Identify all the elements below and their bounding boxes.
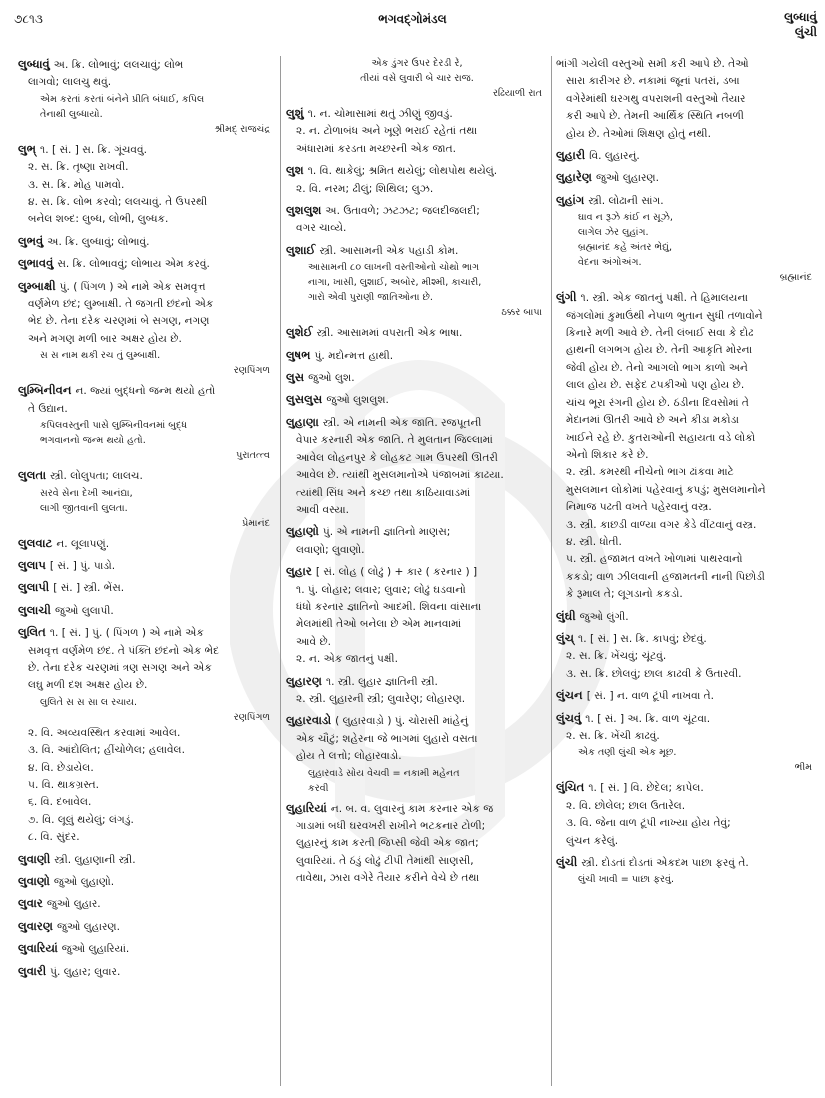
- dictionary-entry: [556, 169, 818, 187]
- definition-line: જેવી હોય છે. તેનો આગલો ભાગ કાળો અને: [566, 361, 748, 374]
- entry-line: [286, 202, 548, 220]
- quotation-source: રણપિંગળ: [233, 365, 270, 377]
- entry-line: [18, 56, 276, 74]
- definition-text: પું. લુહાર; લુવાર.: [50, 965, 121, 978]
- sense-line: ૨. વિ. અવ્યવસ્થિત કરવામાં આવેલ.: [28, 726, 181, 739]
- quotation-line: નાગા, ખાસી, લુશાઈ, અબોર, મીશ્મી, કાચારી,: [308, 277, 482, 289]
- quotation-line: એમ કરતાં કરતાં બંનેને પ્રીતિ બંધાઈ, કપિલ: [40, 93, 205, 105]
- definition-line: સારા કારીગર છે. નકામાં જૂનાં પતરાં, ડબા: [566, 75, 740, 88]
- entry-line: [286, 523, 548, 541]
- definition-text: ભાંગી ગયેલી વસ્તુઓ સમી કરી આપે છે. તેઓ: [556, 58, 749, 70]
- entry-line: [556, 687, 818, 705]
- sense-line: લુંચન કરેલું.: [566, 834, 619, 847]
- definition-line: ચાંચ ભૂરા રંગની હોય છે. ઠંડીના દિવસોમાં તે: [566, 396, 749, 409]
- definition-line: આવે છે.: [296, 635, 331, 648]
- headword: લુભ્: [18, 141, 37, 156]
- entry-line: [286, 673, 548, 691]
- entry-line: [18, 557, 276, 575]
- dictionary-entry: [556, 779, 818, 850]
- headword: લુમ્બિનીવન: [18, 383, 72, 398]
- quotation-source: રણપિંગળ: [233, 711, 270, 723]
- dictionary-entry: [18, 141, 276, 229]
- sense-line: ૮. વિ. સુંદર.: [28, 831, 80, 844]
- quotation-line: વેદના અંગોઅંગ.: [578, 257, 642, 269]
- definition-line: ભેદ છે. તેના દરેક ચરણમાં બે સગણ, નગણ: [28, 315, 210, 328]
- sense-line: ૨. ન. એક જાતનું પક્ષી.: [296, 653, 398, 666]
- sense-line: ૩. સ. ક્રિ. મોહ પામવો.: [28, 178, 125, 191]
- headword: લુંચ્: [556, 630, 575, 645]
- definition-text: સ્ત્રી. દોડતાં દોડતાં એકદમ પાછા ફરવું તે.: [581, 857, 749, 870]
- definition-text: જુઓ લુહાર.: [46, 898, 101, 911]
- headword: લુસલુસ: [286, 392, 323, 407]
- headword: લુંગી: [556, 290, 577, 305]
- sense-line: બનેલ શબ્દ: લુબ્ધ, લોભી, લુબ્ધક.: [28, 213, 169, 226]
- entry-line: [286, 242, 548, 260]
- definition-text: ૧. સ્ત્રી. એક જાતનું પક્ષી. તે હિમાલયના: [580, 292, 748, 305]
- headword: લુશેઈ: [286, 325, 313, 340]
- guide-word-first: લુબ્ધાવું: [784, 10, 817, 24]
- dictionary-entry: [556, 192, 818, 285]
- headword: લુહારિયાં: [286, 800, 327, 815]
- sense-line: ૩. વિ. જેના વાળ ટૂંપી નાખ્યા હોય તેવું;: [566, 817, 731, 830]
- sense-line: ૨. વિ. છોલેલ; છાલ ઉતારેલ.: [566, 799, 686, 812]
- column-1: [18, 56, 276, 985]
- headword: લુંચન: [556, 688, 583, 703]
- dictionary-entry: [286, 673, 548, 709]
- definition-text: અ. ઉતાવળે; ઝટઝટ; જલદીજલદી;: [325, 205, 480, 218]
- entry-line: [556, 147, 818, 165]
- dictionary-entry: [286, 162, 548, 198]
- entry-line: [286, 347, 548, 365]
- quotation-source: ભીમ: [794, 762, 812, 774]
- quotation-line: તેનાથી લુબ્ધાયો.: [40, 108, 103, 120]
- headword: લુહારવાડો: [286, 713, 332, 728]
- definition-line: તાવેથા, ઝારા વગેરે તૈયાર કરીને વેચે છે તથા: [296, 872, 480, 885]
- quotation-source: પુરાતત્ત્વ: [236, 450, 270, 462]
- definition-text: સ્ત્રી. લોઢાની સાંગ.: [588, 194, 664, 207]
- definition-text: ૧. [ સં. ] વિ. છેદેલ; કાપેલ.: [588, 782, 704, 795]
- dictionary-entry: [18, 602, 276, 620]
- dictionary-entry: [18, 624, 276, 846]
- entry-line: [556, 56, 818, 73]
- quotation-source: બ્રહ્માનંદ: [779, 272, 812, 284]
- entry-line: [18, 873, 276, 891]
- definition-text: ન. બ. વ. લુવારનું કામ કરનાર એક જ: [330, 802, 494, 815]
- dictionary-entry: [18, 382, 276, 463]
- quotation-line: લુંચી ખાવી = પાછા ફરવું.: [578, 874, 675, 886]
- headword: લુલિત: [18, 625, 46, 640]
- entry-line: [18, 963, 276, 981]
- headword: લુષભ: [286, 347, 311, 362]
- definition-text: અ. ક્રિ. લોભાવું; લલચાવું; લોભ: [53, 59, 184, 71]
- definition-line: વગેરેમાંથી ઘરગથુ વપરાશની વસ્તુઓ તૈયાર: [566, 92, 746, 105]
- dictionary-entry: [18, 579, 276, 597]
- dictionary-entry: [18, 918, 276, 936]
- dictionary-entry: [286, 563, 548, 668]
- dictionary-entry: [556, 56, 818, 143]
- entry-line: [18, 382, 276, 400]
- quotation-line: કરવી: [308, 782, 329, 794]
- dictionary-entry: [286, 202, 548, 238]
- definition-line: લુહારનું કામ કરતી જિપ્સી જેવી એક જાત;: [296, 837, 479, 850]
- dictionary-entry: [18, 233, 276, 251]
- dictionary-entry: [286, 712, 548, 795]
- dictionary-entry: [18, 467, 276, 530]
- definition-line: આવેલ લોહનપુર કે લોહકટ ગામ ઉપરથી ઊતરી: [296, 451, 498, 464]
- quotation-source: પ્રેમાનંદ: [242, 517, 270, 529]
- quotation-line: એક ડુંગર ઉપર દેરડી રે,: [371, 58, 463, 69]
- definition-text: સ્ત્રી. લોલુપતા; લાલચ.: [50, 470, 143, 483]
- headword: લુવારિયાં: [18, 941, 58, 956]
- definition-line: આવેલ છે. ત્યાંથી મુસલમાનોએ પંજાબમાં કાઢયા.: [296, 469, 504, 482]
- dictionary-entry: [18, 557, 276, 575]
- dictionary-entry: [18, 255, 276, 273]
- dictionary-entry: [556, 147, 818, 165]
- entry-line: [18, 940, 276, 958]
- guide-word-last: લુંચી: [794, 25, 817, 39]
- column-3: [556, 56, 818, 891]
- definition-text: પું. એ નામની જ્ઞાતિનો માણસ;: [322, 526, 451, 539]
- definition-line: છે. તેના દરેક ચરણમાં ત્રણ સગણ અને એક: [28, 661, 212, 674]
- sense-line: કકડો; વાળ ઝીલવાની હજામતની નાની પિછોડી: [566, 570, 765, 583]
- definition-line: લાલ હોય છે. સફેદ ટપકીઓ પણ હોય છે.: [566, 379, 745, 392]
- entry-line: [18, 535, 276, 553]
- dictionary-entry: [18, 940, 276, 958]
- definition-line: ધંધો કરનાર જ્ઞાતિનો આદમી. શિવના વાંસાના: [296, 600, 482, 613]
- dictionary-entry: [556, 608, 818, 626]
- sense-line: ૨. સ્ત્રી. લુહારની સ્ત્રી; લુવારેણ; લોહારણ.: [296, 692, 466, 705]
- dictionary-entry: [286, 800, 548, 888]
- entry-line: [18, 851, 276, 869]
- entry-line: [18, 255, 276, 273]
- definition-line: હોય છે. તેઓમાં શિક્ષણ હોતું નથી.: [566, 127, 711, 140]
- headword: લુલાપી: [18, 580, 50, 595]
- definition-line: સમવૃત્ત વર્ણમેળ છંદ. તે પંક્તિ છંદનો એક ભેદ: [28, 644, 220, 657]
- column-divider: [280, 56, 281, 1086]
- dictionary-entry: [286, 105, 548, 158]
- dictionary-entry: [18, 873, 276, 891]
- definition-line: ગાડામાં બધી ઘરવખરી રાખીને ભટકનાર ટોળી;: [296, 820, 486, 832]
- sense-line: ૨. વિ. નરમ; ઢીલું; શિથિલ; લુઝ.: [296, 182, 434, 195]
- headword: લુંચી: [556, 855, 578, 870]
- definition-text: ૧. સ્ત્રી. લુહાર જ્ઞાતિની સ્ત્રી.: [325, 675, 438, 688]
- entry-line: [18, 233, 276, 251]
- entry-line: [286, 369, 548, 387]
- dictionary-entry: [556, 687, 818, 705]
- entry-line: [556, 630, 818, 648]
- definition-text: જુઓ લુશ.: [308, 372, 355, 385]
- headword: લુશલુશ: [286, 203, 322, 218]
- dictionary-entry: [556, 630, 818, 683]
- definition-text: સ્ત્રી. લુહાણાની સ્ત્રી.: [54, 853, 136, 866]
- page-header: [0, 0, 825, 52]
- quotation-line: એક તણી લુંચી એક મૂછ.: [578, 747, 677, 759]
- definition-text: [ સં. ] પું. પાડો.: [49, 559, 116, 572]
- definition-line: એનો શિકાર કરે છે.: [566, 448, 649, 461]
- quotation-line: આસામની ૮૦ લાખની વસ્તીઓનો ચોથો ભાગ: [308, 262, 480, 274]
- sense-line: ૪. સ્ત્રી. ધોતી.: [566, 535, 622, 548]
- sense-line: ૩. સ. ક્રિ. છોલવું; છાલ કાઢવી કે ઉતારવી.: [566, 667, 742, 680]
- entry-line: [18, 141, 276, 159]
- definition-text: પું. મદોન્મત્ત હાથી.: [314, 349, 394, 362]
- dictionary-entry: [286, 523, 548, 559]
- headword: લુભાવવું: [18, 256, 54, 271]
- definition-line: મેલમાંથી તેઓ બનેલા છે એમ માનવામાં: [296, 618, 462, 631]
- sense-line: ૨. સ્ત્રી. કમરથી નીચેનો ભાગ ઢાંકવા માટે: [566, 466, 734, 479]
- headword: લુલતા: [18, 468, 47, 483]
- definition-line: વેપાર કરનારી એક જાતિ. તે મુલતાન જિલ્લામાં: [296, 434, 493, 447]
- headword: લુહાણો: [286, 524, 319, 539]
- definition-text: ન. જ્યાં બુદ્ધનો જન્મ થયો હતો: [75, 385, 216, 398]
- entry-line: [18, 467, 276, 485]
- quotation-line: બ્રહ્માનંદ કહે અંતર ભેદ્યું,: [578, 242, 673, 254]
- sense-line: નિમાજ પઢતી વખતે પહેરવાનું વસ્ત્ર.: [566, 501, 712, 514]
- entry-line: [286, 391, 548, 409]
- entry-line: [18, 579, 276, 597]
- definition-line: હાથની લગભગ હોય છે. તેની આકૃતિ મોરના: [566, 344, 753, 357]
- entry-line: [18, 624, 276, 642]
- entry-line: [556, 779, 818, 797]
- sense-line: ૨. સ. ક્રિ. ખેંચવું; ચૂંટવું.: [566, 650, 667, 663]
- dictionary-entry: [286, 369, 548, 387]
- quotation-line: લુહારવાડે સોય વેચવી = નકામી મહેનત: [308, 767, 460, 779]
- sense-line: ૨. ન. ટોળાબંધ અને ખૂણે ભરાઈ રહેતાં તથા: [296, 125, 478, 138]
- quotation-source: રઢિયાળી રાત: [492, 88, 542, 99]
- dictionary-entry: [286, 56, 548, 101]
- headword: લુહારી: [556, 148, 586, 163]
- dictionary-entry: [18, 963, 276, 981]
- definition-text: સ્ત્રી. આસામની એક પહાડી કોમ.: [319, 244, 459, 257]
- book-title: ભગવદ્ગોમંડલ: [378, 12, 447, 26]
- headword: લુવાર: [18, 896, 43, 911]
- dictionary-entry: [286, 324, 548, 342]
- definition-text: ૧. [ સં. ] સ. ક્રિ. કાપવું; છેદવું.: [578, 632, 707, 645]
- definition-line: જંગલોમાં કુમાઉંથી નેપાળ ભુતાન સુધી તળાવોને: [566, 309, 763, 322]
- definition-text: સ્ત્રી. આસામમાં વપરાતી એક ભાષા.: [316, 327, 463, 340]
- definition-line: મેદાનમાં ઊતરી આવે છે અને કીડા મકોડા: [566, 414, 739, 427]
- definition-line: લવાણો; લુવાણો.: [296, 543, 365, 556]
- definition-text: વિ. લુહારનું.: [589, 150, 640, 163]
- definition-text: જુઓ લુશલુશ.: [326, 394, 389, 407]
- definition-text: ૧. [ સં. ] સ. ક્રિ. ગૂંચવવું.: [40, 143, 147, 156]
- definition-line: લઘુ મળી દશ અક્ષર હોય છે.: [28, 679, 148, 692]
- definition-text: ન. લૂલાપણું.: [56, 537, 110, 550]
- sense-line: ૨. સ. ક્રિ. તૃષ્ણા રાખવી.: [28, 161, 129, 174]
- definition-line: તે ઉદ્યાન.: [28, 402, 68, 415]
- definition-line: ત્યાંથી સિંધ અને કચ્છ તથા કાઠિયાવાડમાં: [296, 486, 471, 499]
- headword: લુમ્બાક્ષી: [18, 278, 56, 293]
- headword: લુંચવું: [556, 710, 582, 725]
- dictionary-entry: [286, 414, 548, 519]
- sense-line: ૩. સ્ત્રી. કાછડી વાળ્યા વગર કેડે વીંટવાનું વસ્ત્ર.: [566, 518, 757, 531]
- headword: લુબ્ધાવું: [18, 57, 50, 71]
- definition-line: લુવારિયાં. તે ઠંડું લોઢું ટીપી તેમાંથી સાણસી,: [296, 854, 474, 867]
- entry-line: [18, 895, 276, 913]
- definition-line: ખાઈને રહે છે. કુતરાઓની સહાયતા વડે લોકો: [566, 431, 756, 444]
- sense-line: અંધારામાં કરડતા મચ્છરની એક જાત.: [296, 142, 457, 155]
- quotation-line: લાગી જીતવાની લુલતા.: [40, 502, 128, 514]
- headword: લુશાઈ: [286, 242, 316, 257]
- definition-text: જુઓ લુહારિયાં.: [61, 943, 130, 956]
- headword: લુભવું: [18, 233, 44, 248]
- dictionary-entry: [18, 278, 276, 379]
- definition-line: વર્ણમેળ છંદ; લુમ્બાક્ષી. તે જગતી છંદનો એક: [28, 298, 214, 311]
- definition-text: સ્ત્રી. એ નામની એક જાતિ. રજપૂતની: [322, 416, 482, 429]
- definition-text: ૧. [ સં. ] અ. ક્રિ. વાળ ચૂંટવા.: [585, 712, 711, 725]
- headword: લુલાપ: [18, 557, 46, 572]
- dictionary-entry: [286, 391, 548, 409]
- entry-line: [286, 800, 548, 818]
- dictionary-entry: [18, 895, 276, 913]
- definition-text: ૧. [ સં. ] પું. ( પિંગળ ) એ નામે એક: [49, 627, 204, 640]
- definition-text: જુઓ લુહારણ.: [56, 920, 121, 933]
- headword: લુવારણ: [18, 918, 53, 933]
- entry-line: [556, 854, 818, 872]
- headword: લુશ: [286, 163, 304, 178]
- entry-line: [286, 162, 548, 180]
- entry-line: [286, 712, 548, 730]
- sense-line: ૩. વિ. આંદોલિત; હીંચોળેલ; હલાવેલ.: [28, 744, 185, 757]
- dictionary-entry: [556, 854, 818, 887]
- definition-line: લાગવો; લાલચુ થવું.: [28, 76, 112, 89]
- dictionary-entry: [286, 242, 548, 320]
- definition-text: જુઓ લુહાણો.: [53, 876, 115, 888]
- sense-line: ૪. વિ. છેડાયેલ.: [28, 761, 94, 774]
- headword: લુવાણી: [18, 851, 51, 866]
- entry-line: [18, 602, 276, 620]
- headword: લુહારણ: [286, 673, 322, 688]
- definition-line: કિનારે મળી આવે છે. તેની લંબાઈ સવા કે દોઢ: [566, 327, 754, 340]
- definition-line: કરી આપે છે. તેમની આર્થિક સ્થિતિ નબળી: [566, 110, 744, 123]
- sense-line: ૫. સ્ત્રી. હજામત વખતે ખોળામાં પાથરવાનો: [566, 553, 743, 566]
- quotation-line: સ સ નામ થકી રચ તું લુમ્બાક્ષી.: [40, 350, 161, 362]
- quotation-line: લાગેલ ઝેર લુહાંગ.: [578, 227, 649, 239]
- guide-words: [784, 10, 817, 40]
- definition-line: હોય તે લત્તો; લોહારવાડો.: [296, 750, 402, 763]
- definition-text: ( લુહારવાડ઼ો ) પું. ચોરાસી માંહેનું: [335, 715, 469, 728]
- definition-text: સ. ક્રિ. લોભાવવું; લોભાય એમ કરવું.: [57, 258, 210, 271]
- definition-text: જુઓ લુહારણ.: [595, 172, 660, 185]
- dictionary-entry: [286, 347, 548, 365]
- quotation-line: સરવે સેના દેખી આનંદ્યા,: [40, 487, 133, 499]
- headword: લુલાચી: [18, 602, 51, 617]
- dictionary-entry: [18, 56, 276, 137]
- sense-line: ૪. સ. ક્રિ. લોભ કરવો; લલચાવું. તે ઉપરથી: [28, 196, 208, 209]
- quotation-line: ઘાવ ન રૂઝે કાંઈ ન સૂઝે,: [578, 212, 673, 224]
- definition-text: પું. ( પિંગળ ) એ નામે એક સમવૃત્ત: [59, 280, 206, 293]
- dictionary-entry: [556, 710, 818, 776]
- entry-line: [18, 918, 276, 936]
- headword: લુહારેણ: [556, 170, 592, 185]
- entry-line: [286, 324, 548, 342]
- dictionary-entry: [18, 535, 276, 553]
- entry-line: [286, 414, 548, 432]
- entry-line: [18, 278, 276, 296]
- definition-text: જુઓ લુલાપી.: [54, 604, 114, 617]
- definition-line: આવી વસ્યા.: [296, 503, 349, 516]
- entry-line: [556, 608, 818, 626]
- definition-text: ૧. ન. ચોમાસામાં થતું ઝીણું જીવડું.: [307, 108, 453, 120]
- sense-line: ૬. વિ. દબાવેલ.: [28, 796, 92, 809]
- quotation-line: ભગવાનનો જન્મ થયો હતો.: [40, 435, 146, 447]
- entry-line: [556, 710, 818, 728]
- definition-text: [ સં. લોહ ( લોઢું ) + કાર ( કરનાર ) ]: [315, 566, 478, 579]
- quotation-line: તીયાં વસે લુવારી બે ચાર રાજ.: [360, 73, 474, 84]
- definition-line: અને મગણ મળી બાર અક્ષર હોય છે.: [28, 332, 182, 345]
- headword: લુસ: [286, 370, 305, 385]
- definition-line: વગર ચાવ્યે.: [296, 222, 347, 235]
- sense-line: મુસલમાન લોકોમાં પહેરવાનું કપડું; મુસલમાનોને: [566, 483, 766, 496]
- column-divider: [551, 56, 552, 1086]
- sense-line: કે રૂમાલ તે; લૂગડાનો કકડો.: [566, 588, 683, 601]
- entry-line: [556, 169, 818, 187]
- definition-text: [ સં. ] ન. વાળ ટૂંપી નાખવા તે.: [586, 690, 715, 703]
- definition-text: ૧. વિ. થાકેલું; શ્રમિત થયેલું; લોથપોથ થયેલું.: [307, 165, 498, 178]
- entry-line: [286, 563, 548, 581]
- quotation-line: ગારો એવી પુરાણી જાતિઓના છે.: [308, 292, 433, 304]
- entry-line: [556, 289, 818, 307]
- page-number: ૭૮૧૩: [14, 12, 43, 26]
- headword: લુલવાટ: [18, 535, 53, 550]
- headword: લુંઘી: [556, 608, 576, 623]
- definition-line: ૧. પું. લોહાર; લવાર; લુવાર; લોઢું ઘડવાનો: [296, 583, 466, 596]
- headword: લુશું: [286, 106, 304, 120]
- sense-line: ૨. સ. ક્રિ. ખેંચી કાઢવું.: [566, 730, 660, 742]
- dictionary-entry: [18, 851, 276, 869]
- definition-text: અ. ક્રિ. લુબ્ધાવું; લોભાવું.: [47, 235, 150, 248]
- entry-line: [286, 105, 548, 123]
- headword: લુંચિત: [556, 780, 585, 795]
- headword: લુહાંગ: [556, 192, 585, 207]
- headword: લુહાણા: [286, 414, 319, 429]
- quotation-source: શ્રીમદ્ રાજચંદ્ર: [214, 123, 270, 135]
- definition-text: જુઓ લુંગી.: [579, 610, 629, 623]
- sense-line: ૫. વિ. થાકગ્રસ્ત.: [28, 778, 99, 791]
- column-2: [286, 56, 548, 892]
- quotation-source: ઠક્કર બાપા: [501, 307, 542, 319]
- headword: લુહાર: [286, 564, 312, 579]
- quotation-line: કપિલવસ્તુની પાસે લુમ્બિનીવનમાં બુદ્ધ: [40, 420, 188, 432]
- quotation-line: લુલિતે સ સ સા લ રચાય.: [40, 696, 138, 708]
- headword: લુવારી: [18, 963, 47, 978]
- definition-text: [ સં. ] સ્ત્રી. ભેંસ.: [53, 582, 125, 595]
- headword: લુવાણો: [18, 874, 50, 888]
- definition-line: એક ચૌટું; શહેરના જે ભાગમાં લુહારો વસતા: [296, 732, 478, 745]
- entry-line: [556, 192, 818, 210]
- sense-line: ૭. વિ. લૂલું થયેલું; લંગડું.: [28, 813, 134, 826]
- dictionary-entry: [556, 289, 818, 603]
